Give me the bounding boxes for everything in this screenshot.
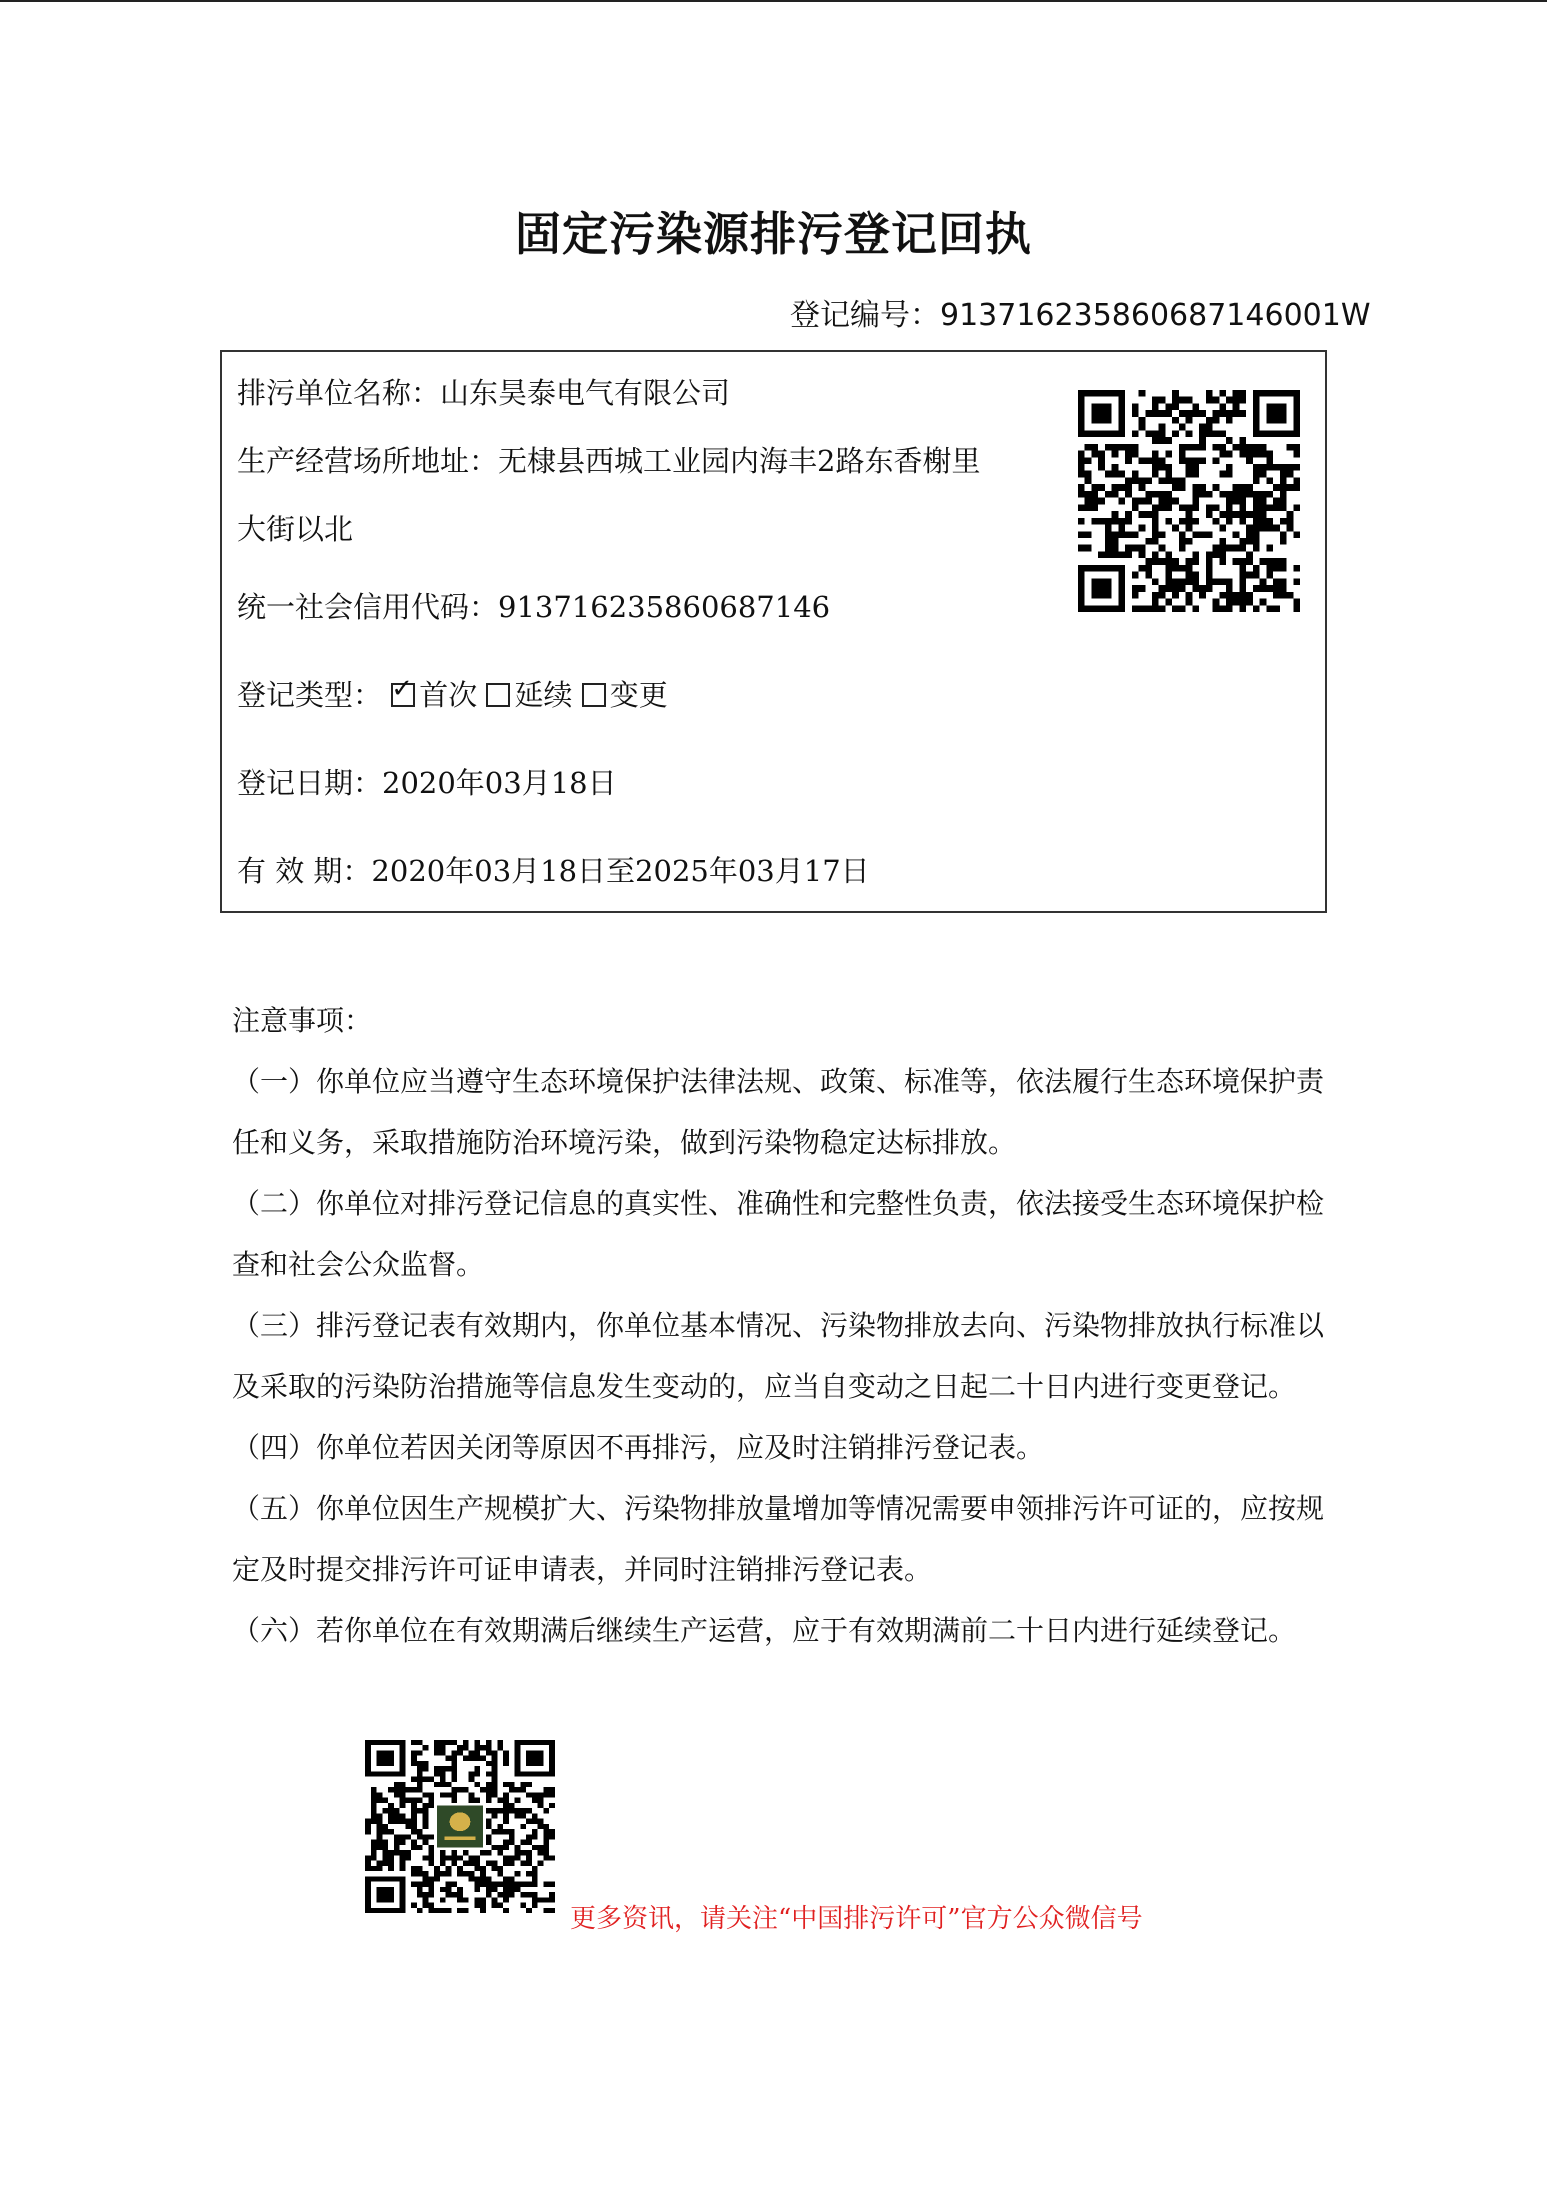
unit-name: 排污单位名称：山东昊泰电气有限公司 bbox=[237, 376, 731, 410]
note-line: 及采取的污染防治措施等信息发生变动的，应当自变动之日起二十日内进行变更登记。 bbox=[232, 1370, 1297, 1403]
document-title: 固定污染源排污登记回执 bbox=[515, 207, 1032, 261]
checkbox-first bbox=[391, 674, 415, 707]
note-line: 查和社会公众监督。 bbox=[232, 1248, 485, 1281]
top-border-line bbox=[0, 0, 1547, 2]
notes-section bbox=[232, 990, 1325, 1661]
wechat-qr-code bbox=[365, 1740, 555, 1913]
address-line-2: 大街以北 bbox=[237, 512, 354, 546]
registration-number: 登记编号：913716235860687146001W bbox=[790, 298, 1371, 333]
note-line: 任和义务，采取措施防治环境污染，做到污染物稳定达标排放。 bbox=[232, 1126, 1017, 1159]
note-line: （三）排污登记表有效期内，你单位基本情况、污染物排放去向、污染物排放执行标准以 bbox=[232, 1309, 1325, 1342]
registration-type bbox=[237, 672, 668, 718]
registration-qr-code bbox=[1078, 390, 1300, 612]
option-change: 变更 bbox=[609, 678, 668, 712]
note-line: （六）若你单位在有效期满后继续生产运营，应于有效期满前二十日内进行延续登记。 bbox=[232, 1614, 1297, 1647]
option-renewal: 延续 bbox=[514, 678, 573, 712]
note-line: （五）你单位因生产规模扩大、污染物排放量增加等情况需要申领排污许可证的，应按规 bbox=[232, 1492, 1325, 1525]
follow-wechat-notice: 更多资讯，请关注“中国排污许可”官方公众微信号 bbox=[570, 1904, 1143, 1934]
validity-period: 有 效 期：2020年03月18日至2025年03月17日 bbox=[237, 854, 870, 888]
note-line: 定及时提交排污许可证申请表，并同时注销排污登记表。 bbox=[232, 1553, 933, 1586]
registration-date: 登记日期：2020年03月18日 bbox=[237, 766, 617, 800]
checkbox-renewal bbox=[486, 683, 510, 707]
note-line: （二）你单位对排污登记信息的真实性、准确性和完整性负责，依法接受生态环境保护检 bbox=[232, 1187, 1325, 1220]
address-line-1: 生产经营场所地址：无棣县西城工业园内海丰2路东香榭里 bbox=[237, 444, 981, 478]
note-line: （四）你单位若因关闭等原因不再排污，应及时注销排污登记表。 bbox=[232, 1431, 1045, 1464]
check-mark-icon: ✓ bbox=[391, 674, 414, 704]
registration-type-label: 登记类型： bbox=[237, 678, 383, 712]
checkbox-change bbox=[582, 683, 606, 707]
credit-code: 统一社会信用代码：913716235860687146 bbox=[237, 590, 831, 624]
notes-heading: 注意事项： bbox=[232, 1004, 373, 1037]
note-line: （一）你单位应当遵守生态环境保护法律法规、政策、标准等，依法履行生态环境保护责 bbox=[232, 1065, 1325, 1098]
option-first: 首次 bbox=[419, 678, 478, 712]
